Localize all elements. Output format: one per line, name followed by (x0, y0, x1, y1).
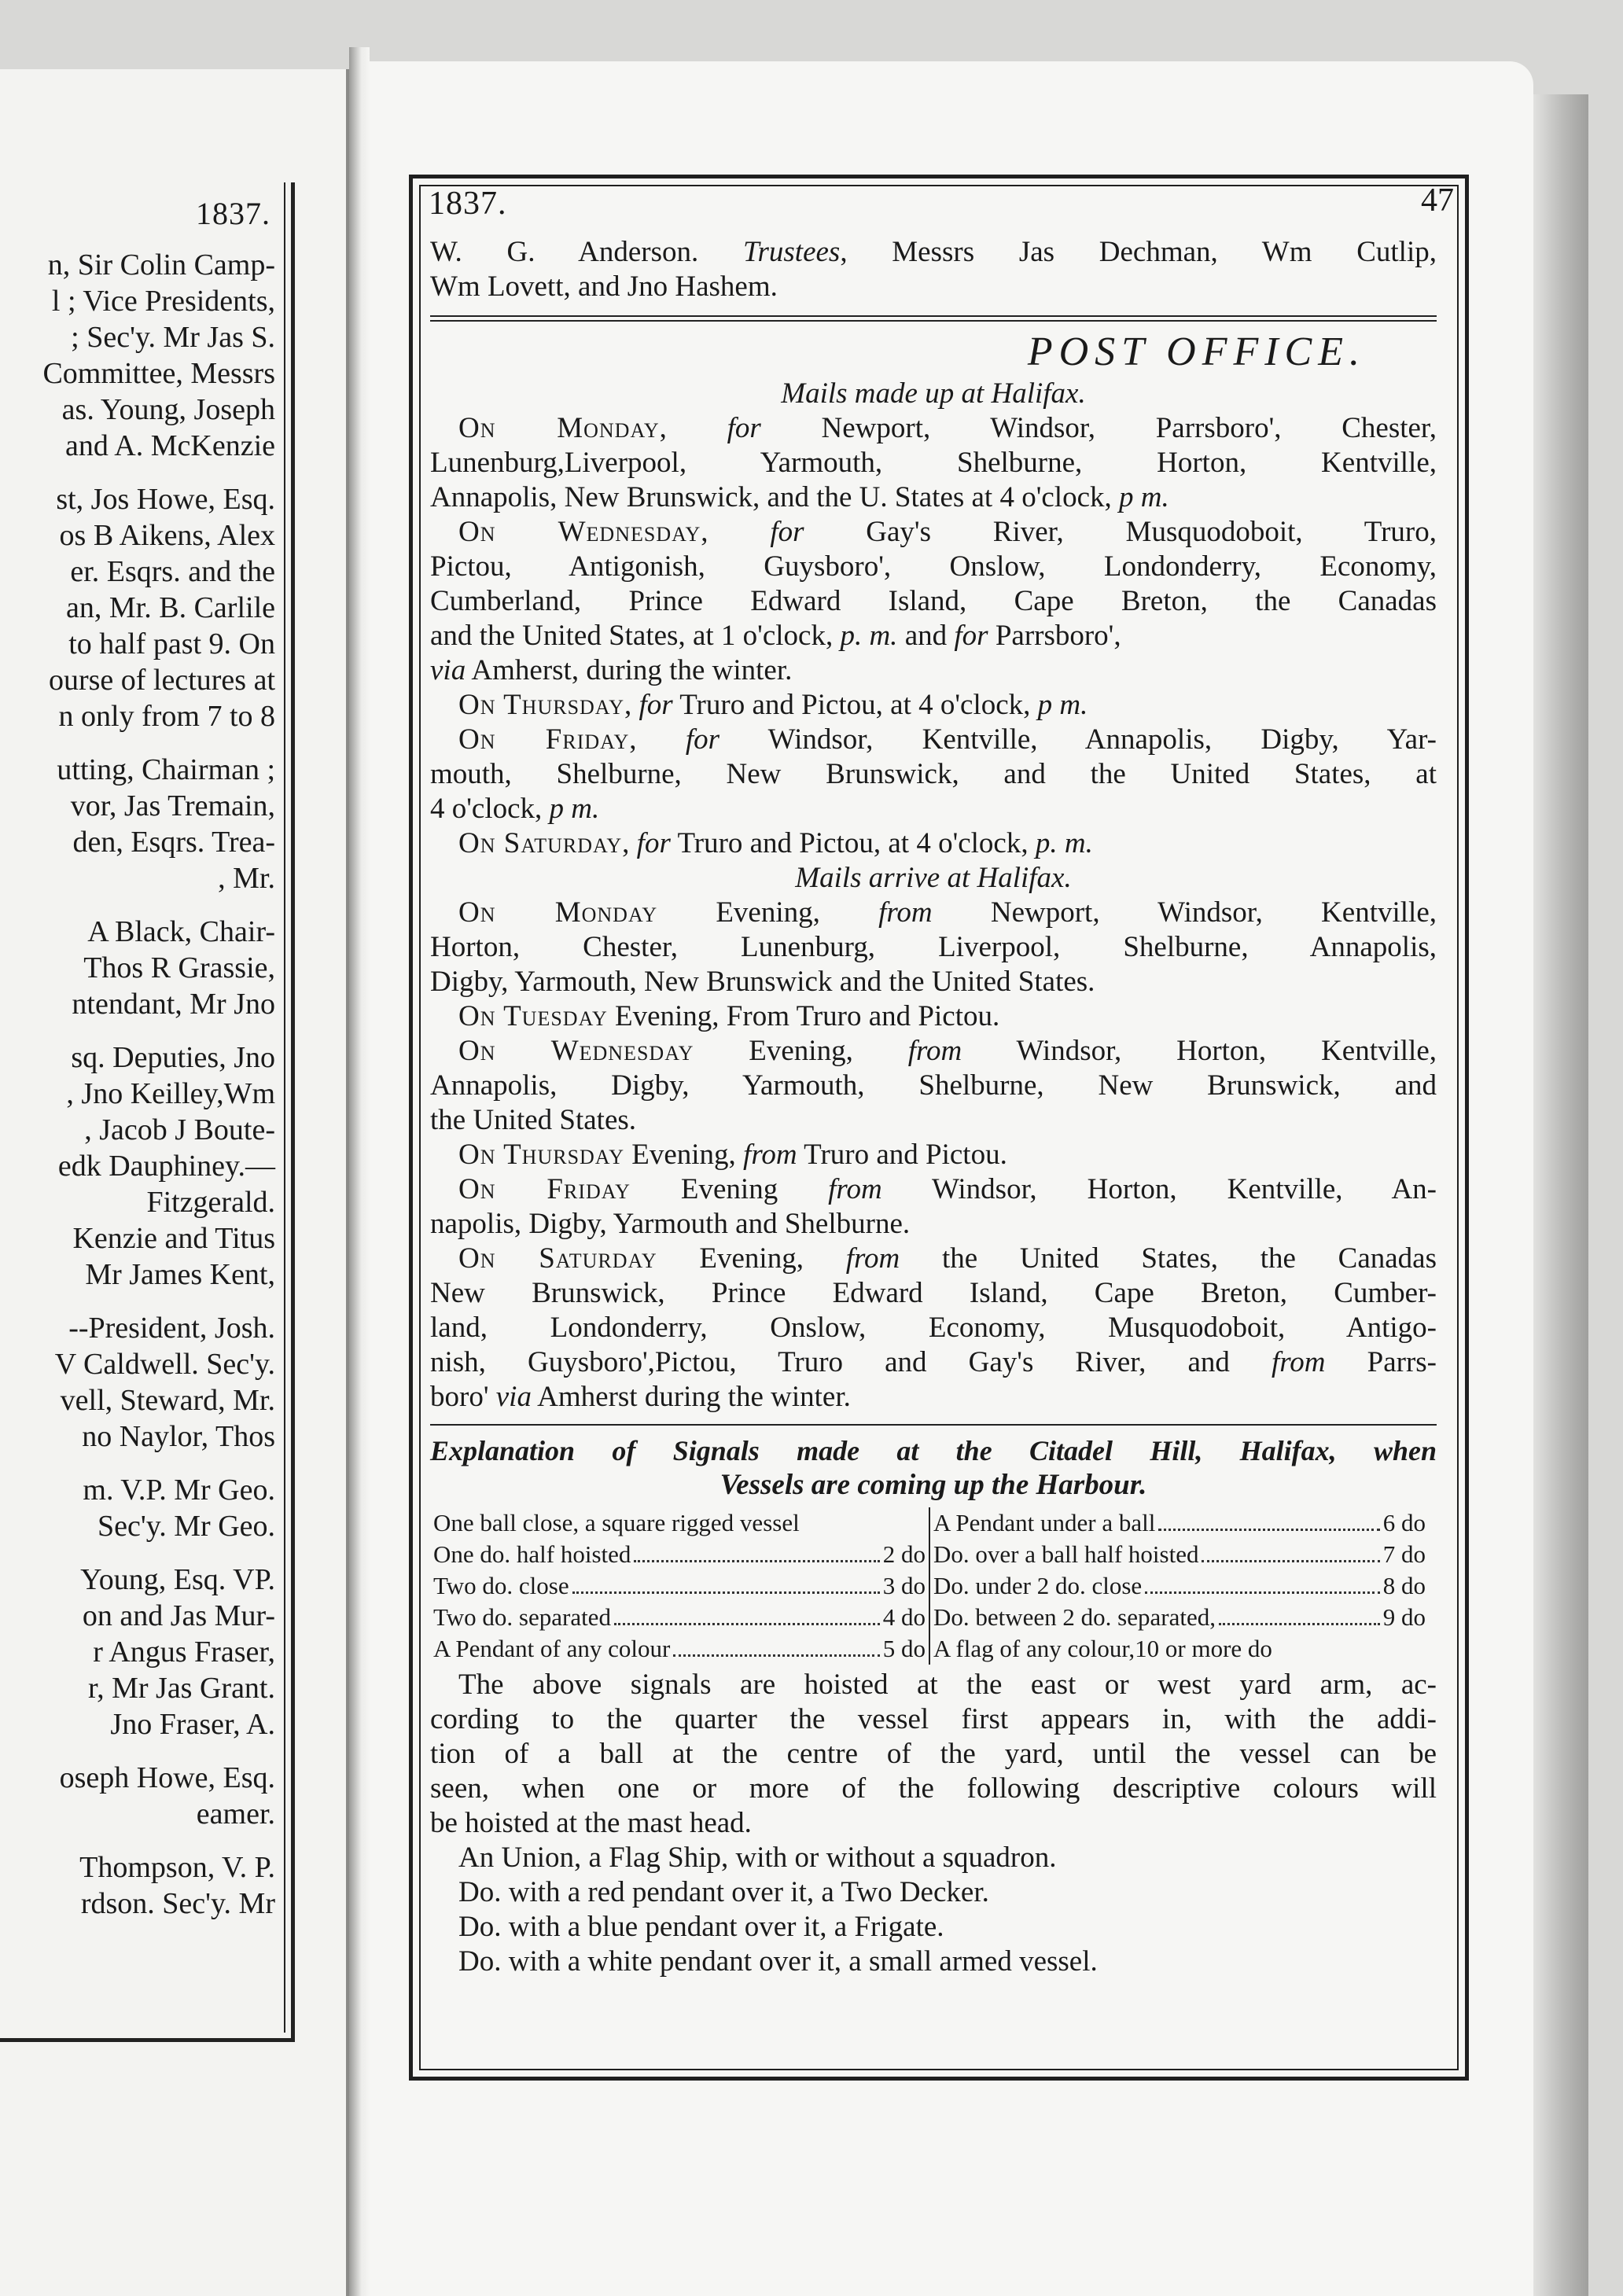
signal-cell-left (430, 1539, 929, 1570)
left-page-line: Fitzgerald. (146, 1186, 275, 1219)
signal-value: 2 do (882, 1540, 926, 1568)
left-page-line: Kenzie and Titus (72, 1222, 275, 1255)
signal-description: One ball close, a square rigged vessel (433, 1509, 800, 1536)
mail-arrival-line: napolis, Digby, Yarmouth and Shelburne. (430, 1208, 911, 1240)
left-page-line: on and Jas Mur- (82, 1599, 275, 1632)
page-content (430, 235, 1437, 1979)
colours-list (430, 1841, 1437, 1979)
dot-leader (572, 1570, 880, 1594)
colour-line: Do. with a red pendant over it, a Two Decker. (458, 1876, 989, 1908)
signal-cell-left (430, 1570, 929, 1602)
left-page-line: ourse of lectures at (48, 664, 275, 697)
left-page-line: n, Sir Colin Camp- (47, 248, 275, 281)
left-page-line: r, Mr Jas Grant. (87, 1672, 275, 1705)
left-page-line: rdson. Sec'y. Mr (80, 1887, 275, 1920)
left-page-line: vell, Steward, Mr. (60, 1384, 275, 1417)
mail-arrival-line: On Thursday Evening, from Truro and Pictou. (458, 1139, 1007, 1171)
right-page-frame (409, 175, 1469, 2081)
signal-cell-right (929, 1570, 1429, 1602)
mails-arrive-list (430, 896, 1437, 1415)
left-page-line: Young, Esq. VP. (80, 1563, 275, 1596)
signal-row (430, 1539, 1429, 1570)
signal-description: Do. between 2 do. separated, (933, 1603, 1216, 1631)
mail-schedule-line: On Monday, for Newport, Windsor, Parrsboro', Chester, (458, 412, 1437, 444)
signal-value: 4 do (882, 1603, 926, 1631)
signal-cell-right (929, 1539, 1429, 1570)
mail-arrival-line: the United States. (430, 1104, 637, 1136)
signal-cell-right (929, 1602, 1429, 1633)
mail-arrival-line: Digby, Yarmouth, New Brunswick and the United States. (430, 966, 1095, 998)
signals-table (430, 1507, 1429, 1665)
left-page-line: an, Mr. B. Carlile (66, 591, 275, 624)
signal-value: 7 do (1382, 1540, 1426, 1568)
signals-heading (430, 1433, 1437, 1503)
trustees-line: W. G. Anderson. Trustees, Messrs Jas Dechman, Wm Cutlip, (430, 236, 1437, 268)
left-page-line: V Caldwell. Sec'y. (54, 1348, 275, 1381)
mail-arrival-line: On Monday Evening, from Newport, Windsor, Kentville, (458, 896, 1437, 929)
left-page-line: Thos R Grassie, (83, 951, 275, 984)
left-page-line: no Naylor, Thos (82, 1420, 275, 1453)
mail-schedule-line: On Thursday, for Truro and Pictou, at 4 o'clock, p m. (458, 689, 1088, 721)
colour-line: Do. with a white pendant over it, a small armed vessel. (458, 1945, 1098, 1978)
left-page-line: vor, Jas Tremain, (70, 789, 275, 822)
left-page-line: Sec'y. Mr Geo. (98, 1510, 275, 1543)
mail-arrival-line: On Wednesday Evening, from Windsor, Horton, Kentville, (458, 1035, 1437, 1067)
left-page-line: Mr James Kent, (85, 1258, 275, 1291)
signal-cell-left (430, 1602, 929, 1633)
signal-description: Do. under 2 do. close (933, 1572, 1143, 1599)
left-page-line: Committee, Messrs (42, 357, 275, 390)
colour-line: Do. with a blue pendant over it, a Frigate. (458, 1911, 944, 1943)
mail-arrival-line: Horton, Chester, Lunenburg, Liverpool, Shelburne, Annapolis, (430, 931, 1437, 963)
dot-leader (614, 1602, 880, 1625)
signal-row (430, 1633, 1429, 1665)
signal-value: 3 do (882, 1572, 926, 1599)
signals-paragraph-line: be hoisted at the mast head. (430, 1807, 752, 1839)
mail-arrival-line: New Brunswick, Prince Edward Island, Cape Breton, Cumber- (430, 1277, 1437, 1309)
left-page-line: ntendant, Mr Jno (72, 988, 275, 1021)
left-page-line: , Jacob J Boute- (84, 1113, 275, 1146)
section-title: POST OFFICE. (1027, 329, 1366, 374)
signals-heading-line: Vessels are coming up the Harbour. (719, 1469, 1147, 1501)
mail-arrival-line: On Saturday Evening, from the United States, the Canadas (458, 1242, 1437, 1275)
dot-leader (1145, 1570, 1380, 1594)
mail-schedule-line: Cumberland, Prince Edward Island, Cape Breton, the Canadas (430, 585, 1437, 617)
dot-leader (673, 1633, 879, 1657)
mail-arrival-line: On Friday Evening from Windsor, Horton, Kentville, An- (458, 1173, 1437, 1205)
mails-arrive-heading: Mails arrive at Halifax. (795, 862, 1072, 894)
left-page-line: os B Aikens, Alex (59, 519, 275, 552)
dot-leader (1219, 1602, 1380, 1625)
left-page-text (0, 247, 275, 1922)
signals-paragraph-line: tion of a ball at the centre of the yard, until the vessel can be (430, 1738, 1437, 1770)
dot-leader (1158, 1507, 1379, 1531)
signal-description: Two do. close (433, 1572, 569, 1599)
left-page-line: sq. Deputies, Jno (71, 1041, 275, 1074)
signal-row (430, 1507, 1429, 1539)
left-page-line: edk Dauphiney.— (57, 1150, 275, 1183)
signal-description: Do. over a ball half hoisted (933, 1540, 1199, 1568)
dot-leader (634, 1539, 879, 1562)
page-year: 1837. (429, 186, 507, 222)
mail-schedule-line: mouth, Shelburne, New Brunswick, and the United States, at (430, 758, 1437, 790)
mails-made-up-list (430, 411, 1437, 861)
signals-paragraph-line: The above signals are hoisted at the east or west yard arm, ac- (458, 1669, 1437, 1701)
signal-description: Two do. separated (433, 1603, 611, 1631)
mail-schedule-line: Lunenburg,Liverpool, Yarmouth, Shelburne, Horton, Kentville, (430, 447, 1437, 479)
signal-value: 6 do (1382, 1509, 1426, 1536)
signals-paragraph (430, 1668, 1437, 1841)
left-page-frame (0, 182, 295, 2042)
left-page-line: and A. McKenzie (65, 429, 275, 462)
signals-paragraph-line: cording to the quarter the vessel first appears in, with the addi- (430, 1703, 1437, 1735)
mail-schedule-line: On Wednesday, for Gay's River, Musquodoboit, Truro, (458, 516, 1437, 548)
left-page-line: to half past 9. On (68, 627, 275, 660)
left-page-line: r Angus Fraser, (93, 1636, 275, 1669)
left-page-line: n only from 7 to 8 (58, 700, 275, 733)
signal-description: A Pendant under a ball (933, 1509, 1156, 1536)
colour-line: An Union, a Flag Ship, with or without a squadron. (458, 1842, 1057, 1874)
signal-value: 5 do (882, 1635, 926, 1662)
left-page-line: eamer. (196, 1797, 275, 1831)
signal-cell-right (929, 1507, 1429, 1539)
mail-arrival-line: nish, Guysboro',Pictou, Truro and Gay's River, and from Parrs- (430, 1346, 1437, 1378)
signal-row (430, 1570, 1429, 1602)
signal-value: 9 do (1382, 1603, 1426, 1631)
signal-cell-left (430, 1507, 929, 1539)
dot-leader (1202, 1539, 1379, 1562)
mail-arrival-line: land, Londonderry, Onslow, Economy, Musquodoboit, Antigo- (430, 1312, 1437, 1344)
mail-arrival-line: On Tuesday Evening, From Truro and Pictou. (458, 1000, 1000, 1032)
left-page-year: 1837. (196, 196, 270, 231)
mail-schedule-line: Annapolis, New Brunswick, and the U. States at 4 o'clock, p m. (430, 481, 1169, 513)
left-page-line: l ; Vice Presidents, (51, 285, 275, 318)
left-page-line: --President, Josh. (68, 1312, 275, 1345)
trustees-paragraph (430, 235, 1437, 304)
section-rule (430, 1424, 1437, 1426)
mails-made-up-heading: Mails made up at Halifax. (781, 377, 1086, 410)
left-page-line: as. Young, Joseph (61, 393, 275, 426)
signal-cell-left (430, 1633, 929, 1665)
signals-paragraph-line: seen, when one or more of the following descriptive colours will (430, 1772, 1437, 1805)
mail-arrival-line: Annapolis, Digby, Yarmouth, Shelburne, New Brunswick, and (430, 1069, 1437, 1102)
left-page-line: den, Esqrs. Trea- (72, 826, 275, 859)
page-edges (1533, 94, 1588, 2296)
mail-schedule-line: On Saturday, for Truro and Pictou, at 4 o'clock, p. m. (458, 827, 1093, 859)
left-page-line: ; Sec'y. Mr Jas S. (71, 321, 275, 354)
signal-description: One do. half hoisted (433, 1540, 631, 1568)
signal-value: 8 do (1382, 1572, 1426, 1599)
left-page-line: oseph Howe, Esq. (59, 1761, 275, 1794)
left-page-line: Jno Fraser, A. (110, 1708, 275, 1741)
mail-arrival-line: boro' via Amherst during the winter. (430, 1381, 851, 1413)
book-gutter (349, 47, 370, 2296)
signals-heading-line: Explanation of Signals made at the Citadel Hill, Halifax, when (430, 1435, 1437, 1466)
signal-description: A flag of any colour,10 or more do (933, 1635, 1272, 1662)
mail-schedule-line: Pictou, Antigonish, Guysboro', Onslow, Londonderry, Economy, (430, 550, 1437, 583)
left-page-line: , Mr. (218, 862, 275, 895)
left-page-line: A Black, Chair- (87, 915, 275, 948)
left-page-line: , Jno Keilley,Wm (66, 1077, 275, 1110)
page-number: 47 (1421, 182, 1454, 219)
mail-schedule-line: via Amherst, during the winter. (430, 654, 793, 686)
signal-row (430, 1602, 1429, 1633)
left-page-line: st, Jos Howe, Esq. (56, 483, 275, 516)
trustees-line: Wm Lovett, and Jno Hashem. (430, 270, 778, 303)
left-page-line: utting, Chairman ; (57, 753, 275, 786)
mail-schedule-line: and the United States, at 1 o'clock, p. m. and for Parrsboro', (430, 620, 1121, 652)
left-page-line: Thompson, V. P. (79, 1851, 275, 1884)
mail-schedule-line: 4 o'clock, p m. (430, 793, 600, 825)
mail-schedule-line: On Friday, for Windsor, Kentville, Annapolis, Digby, Yar- (458, 723, 1437, 756)
left-page-line: er. Esqrs. and the (70, 555, 275, 588)
signal-description: A Pendant of any colour (433, 1635, 671, 1662)
double-rule (430, 315, 1437, 322)
signal-cell-right (929, 1633, 1429, 1665)
left-page-line: m. V.P. Mr Geo. (83, 1474, 275, 1507)
